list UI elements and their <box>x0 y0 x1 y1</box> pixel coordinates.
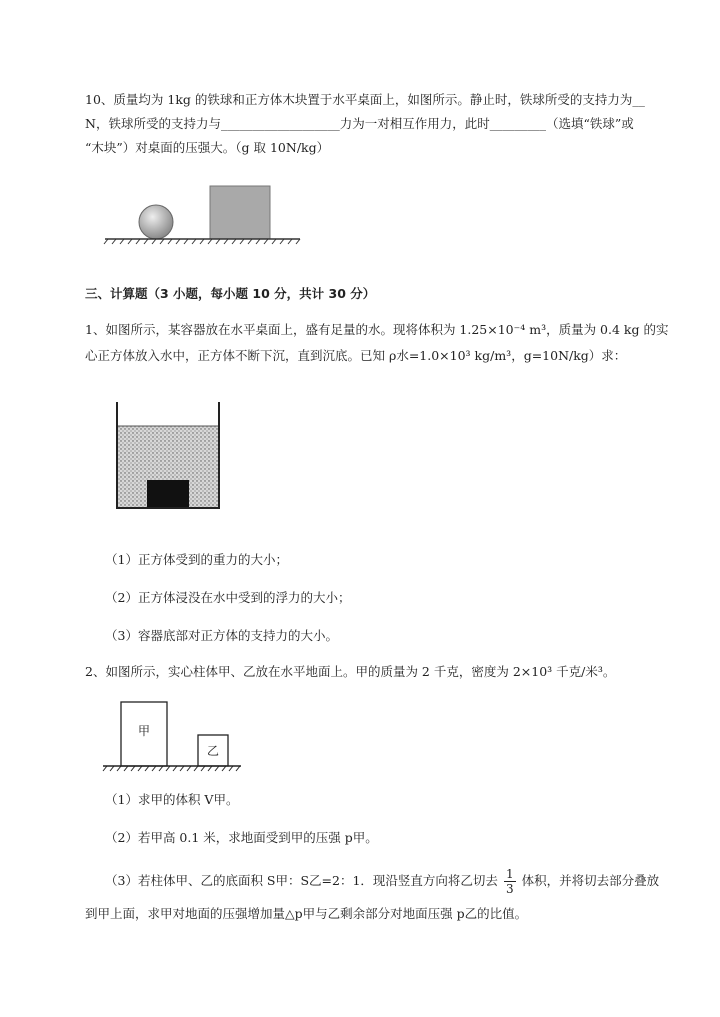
fraction-denominator: 3 <box>505 882 514 896</box>
q10-line-2: N，铁球所受的支持力与___________________力为一对相互作用力，此时_________（选填“铁球”或 <box>85 116 634 131</box>
container-figure <box>112 400 224 512</box>
wood-block <box>210 186 270 239</box>
p2-sub-3-part-a: （3）若柱体甲、乙的底面积 S甲：S乙=2：1．现沿竖直方向将乙切去 <box>105 873 498 888</box>
p1-line-1: 1、如图所示，某容器放在水平桌面上，盛有足量的水。现将体积为 1.25×10⁻⁴ m³，质量为 0.4 kg 的实 <box>85 322 669 337</box>
p2-sub-2: （2）若甲高 0.1 米，求地面受到甲的压强 p甲。 <box>105 830 378 845</box>
q10-line-1: 10、质量均为 1kg 的铁球和正方体木块置于水平桌面上，如图所示。静止时，铁球所受的支持力为__ <box>85 92 645 107</box>
p1-sub-2: （2）正方体浸没在水中受到的浮力的大小； <box>105 590 351 605</box>
section-heading: 三、计算题（3 小题，每小题 10 分，共计 30 分） <box>85 286 376 301</box>
label-yi: 乙 <box>206 744 220 758</box>
p2-sub-3 <box>105 865 680 897</box>
p1-sub-1: （1）正方体受到的重力的大小； <box>105 552 288 567</box>
cube <box>147 480 189 508</box>
p1-line-2: 心正方体放入水中，正方体不断下沉，直到沉底。已知 ρ水=1.0×10³ kg/m³，g=10N/kg）求： <box>85 348 627 363</box>
p2-sub-3-line-2: 到甲上面，求甲对地面的压强增加量△p甲与乙剩余部分对地面压强 p乙的比值。 <box>85 906 528 921</box>
q10-line-3: “木块”）对桌面的压强大。（g 取 10N/kg） <box>85 140 330 155</box>
p2-sub-3-part-b: 体积，并将切去部分叠放 <box>521 873 660 888</box>
ball-and-block-figure <box>100 180 310 250</box>
p2-sub-1: （1）求甲的体积 V甲。 <box>105 792 239 807</box>
fraction-numerator: 1 <box>505 867 514 881</box>
iron-ball <box>139 205 173 239</box>
cylinders-figure <box>100 698 245 774</box>
p2-line-1: 2、如图所示，实心柱体甲、乙放在水平地面上。甲的质量为 2 千克，密度为 2×10³ 千克/米³。 <box>85 664 616 679</box>
p1-sub-3: （3）容器底部对正方体的支持力的大小。 <box>105 628 338 643</box>
fraction-one-third <box>504 867 516 896</box>
label-jia: 甲 <box>137 724 151 738</box>
